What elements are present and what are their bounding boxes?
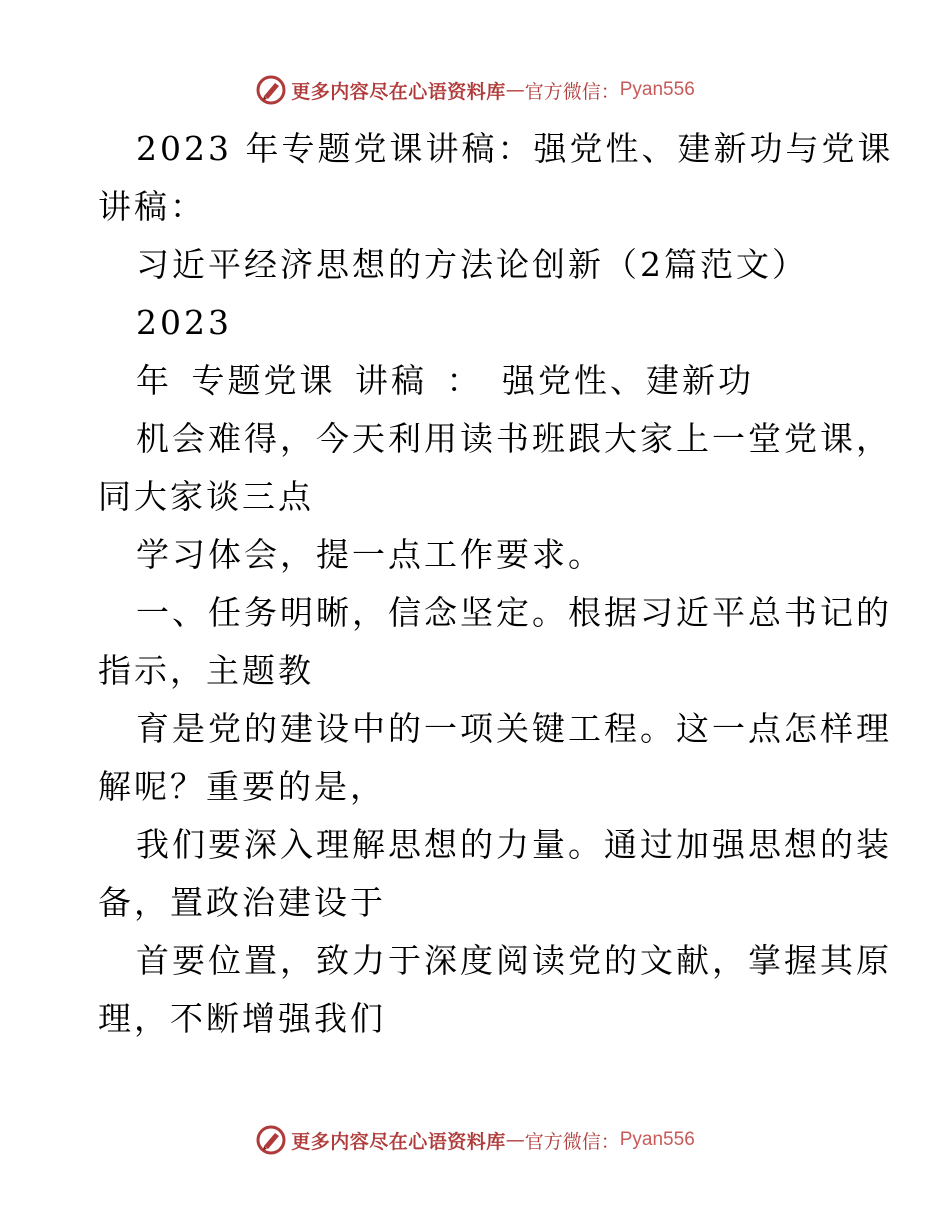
document-body — [98, 120, 894, 1048]
paragraph-line: 首要位置，致力于深度阅读党的文献，掌握其原 — [136, 941, 892, 980]
watermark-separator: — — [505, 79, 525, 101]
watermark-main-text: 更多内容尽在心语资料库 — [291, 80, 506, 103]
pen-seal-logo-icon — [255, 1124, 287, 1156]
paragraph-line: 育是党的建设中的一项关键工程。这一点怎样理 — [136, 709, 892, 748]
title-line-1: 2023 年专题党课讲稿：强党性、建新功与党课 — [136, 129, 894, 168]
year-line: 2023 — [136, 303, 232, 342]
watermark-separator: — — [505, 1129, 525, 1151]
paragraph-line: 学习体会，提一点工作要求。 — [136, 535, 604, 574]
watermark-main-text: 更多内容尽在心语资料库 — [291, 1130, 506, 1153]
paragraph-line: 指示，主题教 — [98, 651, 314, 690]
paragraph-line: 一、任务明晰，信念坚定。根据习近平总书记的 — [136, 593, 892, 632]
watermark-wechat-label: 官方微信： — [524, 80, 620, 103]
paragraph-line: 解呢？重要的是， — [98, 767, 386, 806]
watermark-wechat-id: Pyan556 — [619, 1129, 695, 1150]
paragraph-line: 我们要深入理解思想的力量。通过加强思想的装 — [136, 825, 892, 864]
paragraph-line: 机会难得，今天利用读书班跟大家上一堂党课， — [136, 419, 892, 458]
watermark-wechat-id: Pyan556 — [619, 79, 695, 100]
subtitle-line: 习近平经济思想的方法论创新（2篇范文） — [136, 245, 808, 284]
footer-watermark — [0, 1120, 950, 1160]
pen-seal-logo-icon — [255, 74, 287, 106]
paragraph-line: 同大家谈三点 — [98, 477, 314, 516]
heading-line: 年 专题党课 讲稿 ： 强党性、建新功 — [136, 361, 754, 400]
header-watermark — [0, 70, 950, 110]
paragraph-line: 备，置政治建设于 — [98, 883, 386, 922]
paragraph-line: 理，不断增强我们 — [98, 999, 386, 1038]
title-line-2: 讲稿： — [98, 187, 206, 226]
watermark-wechat-label: 官方微信： — [524, 1130, 620, 1153]
